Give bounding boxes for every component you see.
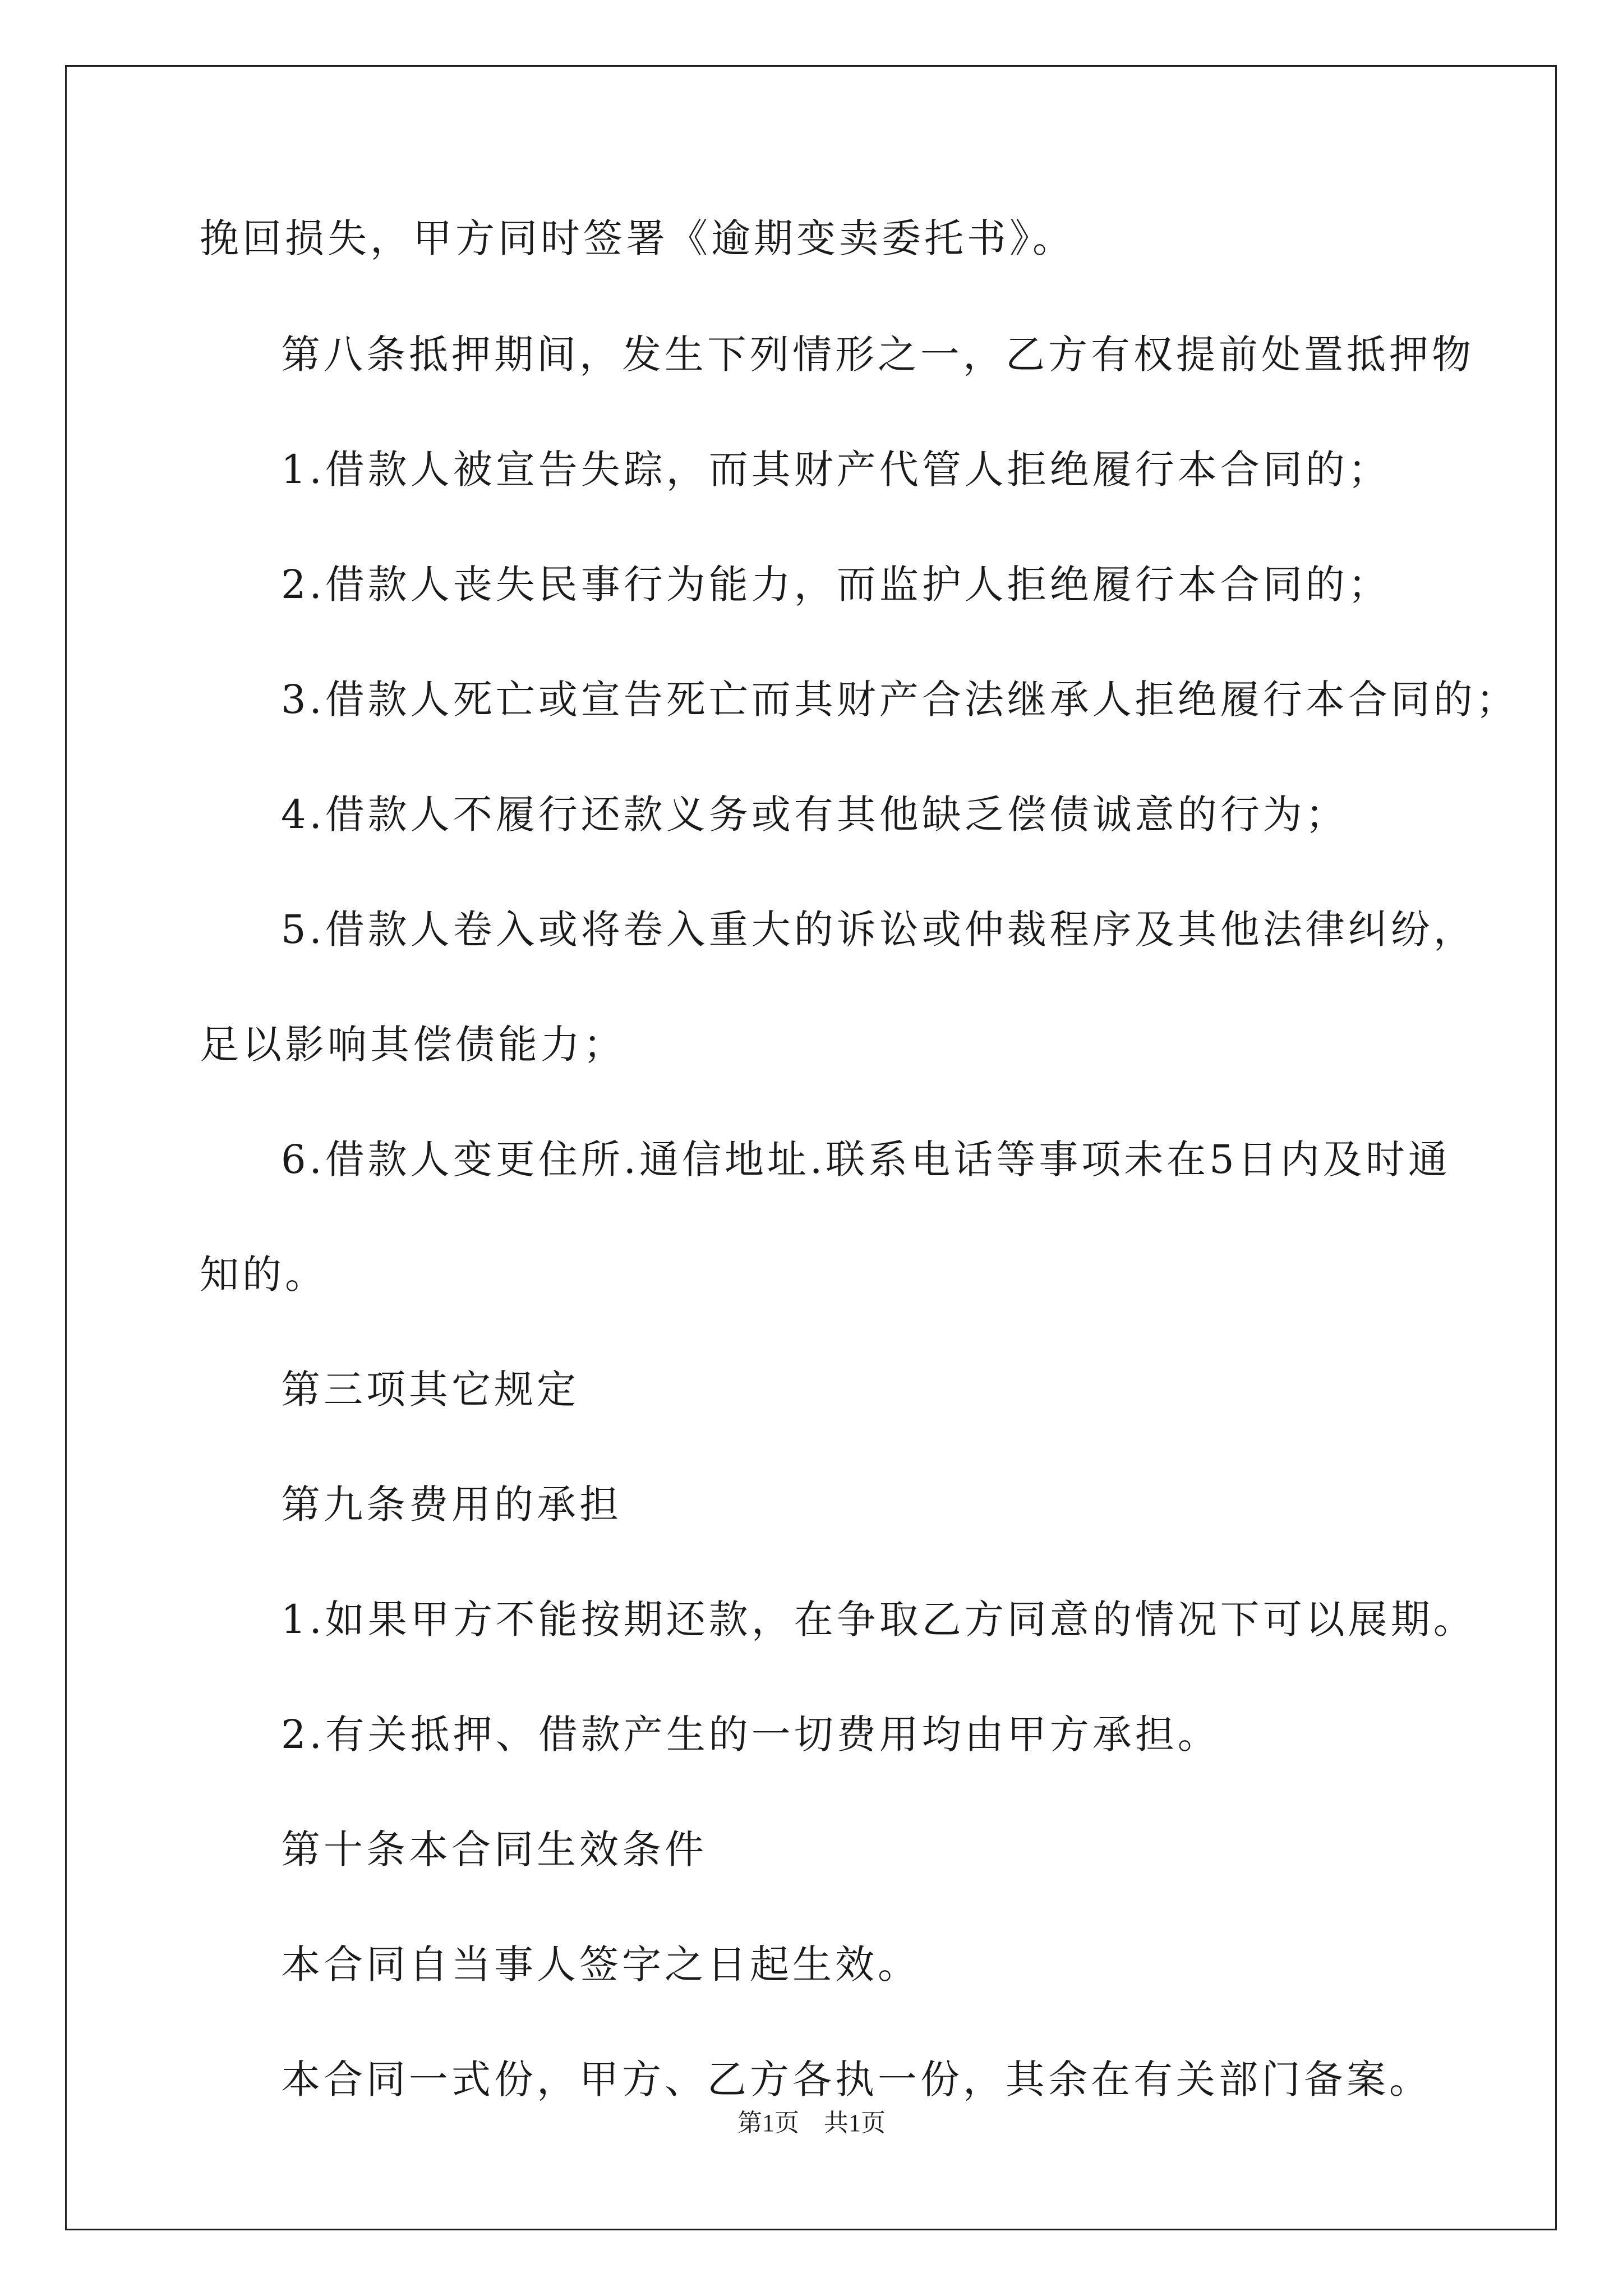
list-item: 4.借款人不履行还款义务或有其他缺乏偿债诚意的行为；	[281, 792, 1348, 838]
page-number: 第1页	[737, 2109, 799, 2137]
page-footer	[0, 2106, 1623, 2140]
article-9-heading: 第九条费用的承担	[281, 1481, 622, 1527]
article-10-heading: 第十条本合同生效条件	[281, 1826, 707, 1872]
list-item: 2.借款人丧失民事行为能力，而监护人拒绝履行本合同的；	[281, 562, 1391, 608]
paragraph-line: 挽回损失，甲方同时签署《逾期变卖委托书》。	[200, 215, 1075, 261]
paragraph-line: 本合同一式份，甲方、乙方各执一份，其余在有关部门备案。	[281, 2056, 1432, 2102]
list-item: 6.借款人变更住所.通信地址.联系电话等事项未在5日内及时通	[281, 1137, 1451, 1182]
list-item: 3.借款人死亡或宣告死亡而其财产合法继承人拒绝履行本合同的；	[281, 677, 1519, 723]
list-item-continuation: 足以影响其偿债能力；	[200, 1022, 626, 1068]
list-item-continuation: 知的。	[200, 1251, 328, 1297]
paragraph-line: 本合同自当事人签字之日起生效。	[281, 1941, 920, 1987]
section-heading: 第三项其它规定	[281, 1366, 579, 1412]
article-8-heading: 第八条抵押期间，发生下列情形之一，乙方有权提前处置抵押物	[281, 332, 1474, 378]
list-item: 1.借款人被宣告失踪，而其财产代管人拒绝履行本合同的；	[281, 447, 1391, 493]
page-total: 共1页	[824, 2109, 886, 2137]
list-item: 2.有关抵押、借款产生的一切费用均由甲方承担。	[281, 1711, 1220, 1757]
list-item: 1.如果甲方不能按期还款，在争取乙方同意的情况下可以展期。	[281, 1596, 1476, 1642]
list-item: 5.借款人卷入或将卷入重大的诉讼或仲裁程序及其他法律纠纷，	[281, 907, 1476, 953]
